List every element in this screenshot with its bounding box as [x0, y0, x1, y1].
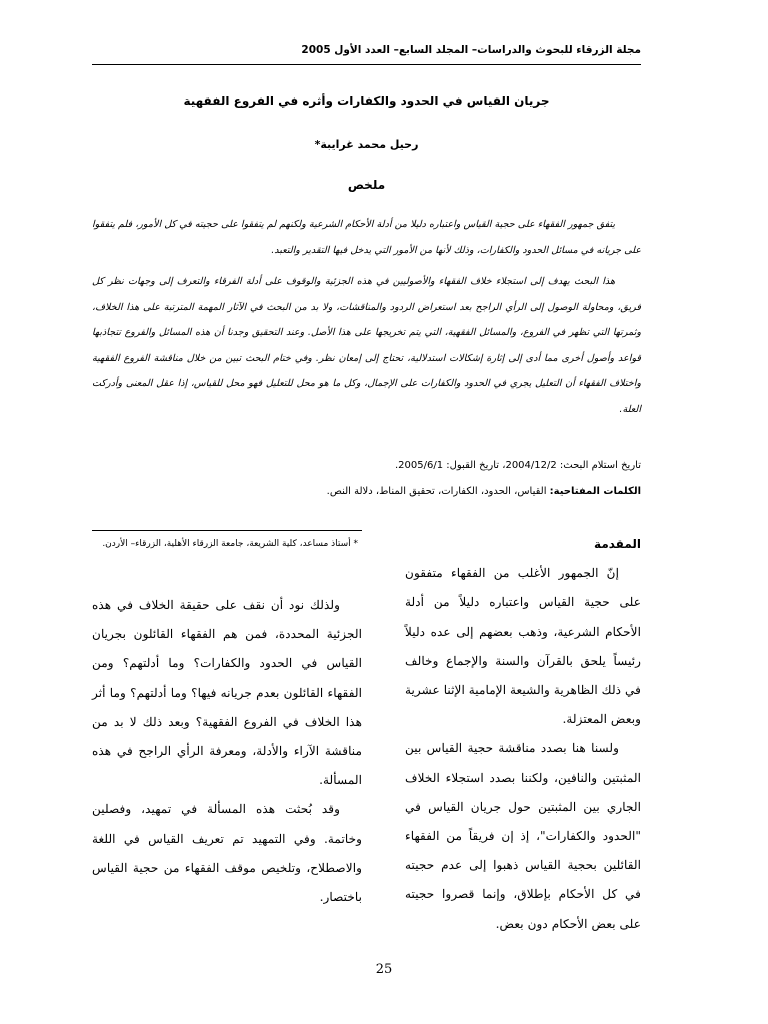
keywords-list: القياس، الحدود، الكفارات، تحقيق المناط، دلالة النص. — [326, 486, 550, 497]
author-name: رحيل محمد غرايبة* — [314, 138, 419, 151]
abstract-heading: ملخص — [347, 178, 386, 192]
author-footnote: * أستاذ مساعد، كلية الشريعة، جامعة الزرقاء الأهلية، الزرقاء– الأردن. — [102, 539, 358, 549]
footnote-rule — [92, 530, 362, 531]
keywords-line — [92, 486, 641, 497]
left-column — [92, 534, 362, 912]
introduction-paragraph: إنّ الجمهور الأغلب من الفقهاء متفقون على حجية القياس واعتباره دليلاً من أدلة الأحكام الشرعية، وذهب بعضهم إلى عده دليلاً رئيساً يلحق بالقرآن والسنة والإجماع وخالف في ذلك الظاهرية والشيعة الإمامية الإثنا عشرية وبعض المعتزلة. — [405, 566, 641, 727]
page-number: 25 — [375, 962, 393, 977]
submission-dates: تاريخ استلام البحث: 2004/12/2، تاريخ القبول: 2005/6/1. — [394, 460, 641, 471]
body-paragraph: ولذلك نود أن نقف على حقيقة الخلاف في هذه الجزئية المحددة، فمن هم الفقهاء القائلون بجريان القياس في الحدود والكفارات؟ وما أدلتهم؟ ومن الفقهاء القائلون بعدم جريانه فيها؟ وما أدلتهم؟ وما أثر هذا الخلاف في الفروع الفقهية؟ وبعد ذلك لا بد من مناقشة الآراء والأدلة، ومعرفة الرأي الراجح في هذه المسألة. — [92, 598, 362, 788]
introduction-heading: المقدمة — [594, 537, 641, 551]
running-header: مجلة الزرقاء للبحوث والدراسات– المجلد السابع– العدد الأول 2005 — [301, 44, 641, 56]
abstract-paragraph: هذا البحث يهدف إلى استجلاء خلاف الفقهاء والأصوليين في هذه الجزئية والوقوف على أدلة الفرقاء والتعرف إلى وجهات نظر كل فريق، ومحاولة الوصول إلى الرأي الراجح بعد استعراض الردود والمناقشات، ولا بد من البحث في الآثار المهمة المترتبة على هذا الخلاف، وثمرتها التي تظهر في الفروع، والمسائل الفقهية، التي يتم تخريجها على هذا الأصل. وعند التحقيق وجدنا أن هذه المسائل والفروع تتجاذبها قواعد وأصول أخرى مما أدى إلى إثارة إشكالات استدلالية، تحتاج إلى إمعان نظر. وفي ختام البحث تبين من خلال مناقشة الفروع الفقهية واختلاف الفقهاء أن التعليل يجري في الحدود والكفارات على الإجمال، وكل ما هو محل للتعليل فهو محل للقياس، إذا عقل المعنى وأدركت العلة. — [92, 276, 641, 415]
keywords-label: الكلمات المفتاحية: — [549, 486, 641, 497]
body-paragraph: وقد بُحثت هذه المسألة في تمهيد، وفصلين وخاتمة. وفي التمهيد تم تعريف القياس في اللغة والاصطلاح، وتلخيص موقف الفقهاء من حجية القياس باختصار. — [92, 802, 362, 905]
article-title: جريان القياس في الحدود والكفارات وأثره في الفروع الفقهية — [183, 94, 550, 108]
abstract-body — [92, 212, 641, 428]
header-rule — [92, 64, 641, 65]
abstract-paragraph: يتفق جمهور الفقهاء على حجية القياس واعتباره دليلا من أدلة الأحكام الشرعية ولكنهم لم يتفقوا على حجيته في كل الأمور، فلم يتفقوا على جريانه في مسائل الحدود والكفارات، وذلك لأنها من الأمور التي يدخل فيها التقدير والتعبد. — [92, 219, 641, 256]
introduction-paragraph: ولسنا هنا بصدد مناقشة حجية القياس بين المثبتين والنافين، ولكننا بصدد استجلاء الخلاف الجاري بين المثبتين حول جريان القياس في "الحدود والكفارات"، إذ إن فريقاً من الفقهاء القائلين بحجية القياس ذهبوا إلى عدم حجيته في كل الأحكام بإطلاق، وإنما قصروا حجيته على بعض الأحكام دون بعض. — [405, 741, 641, 931]
introduction-column — [405, 530, 641, 939]
